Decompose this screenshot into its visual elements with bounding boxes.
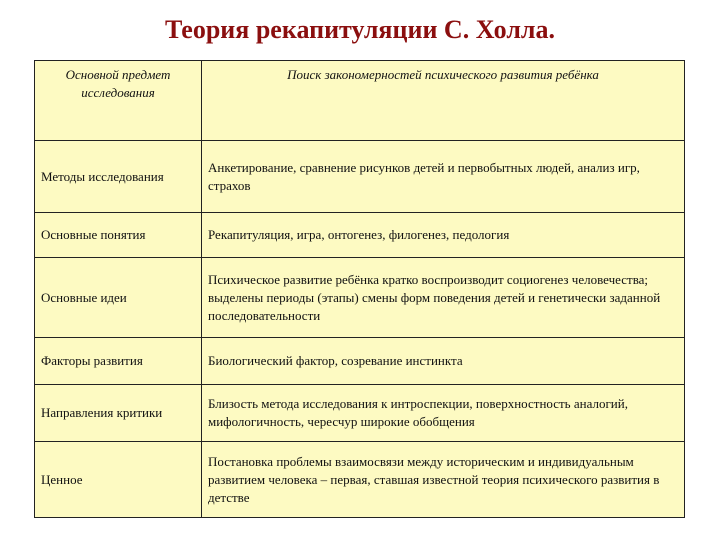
row-label-cell: Методы исследования: [35, 141, 202, 213]
table-row: [35, 338, 685, 385]
row-label-cell: Направления критики: [35, 385, 202, 442]
row-value-cell: Рекапитуляция, игра, онтогенез, филогенез, педология: [202, 213, 685, 258]
row-label-cell: Основные идеи: [35, 258, 202, 338]
table-row: [35, 213, 685, 258]
table-row: [35, 385, 685, 442]
row-value-cell: Постановка проблемы взаимосвязи между историческим и индивидуальным развитием человека – первая, ставшая известной теория психического развития в детстве: [202, 442, 685, 518]
hall-theory-table: [34, 60, 685, 518]
row-value-cell: Анкетирование, сравнение рисунков детей и первобытных людей, анализ игр, страхов: [202, 141, 685, 213]
table-header-row: [35, 61, 685, 141]
row-label-cell: Факторы развития: [35, 338, 202, 385]
header-value-cell: Поиск закономерностей психического развития ребёнка: [202, 61, 685, 141]
row-value-cell: Психическое развитие ребёнка кратко воспроизводит социогенез человечества; выделены периоды (этапы) смены форм поведения детей и генетически заданной последовательности: [202, 258, 685, 338]
row-value-cell: Близость метода исследования к интроспекции, поверхностность аналогий, мифологичность, чересчур широкие обобщения: [202, 385, 685, 442]
header-label-cell: Основной предмет исследования: [35, 61, 202, 141]
row-label-cell: Ценное: [35, 442, 202, 518]
table-row: [35, 442, 685, 518]
table-row: [35, 258, 685, 338]
slide-title: Теория рекапитуляции С. Холла.: [164, 15, 556, 44]
table-row: [35, 141, 685, 213]
row-label-cell: Основные понятия: [35, 213, 202, 258]
row-value-cell: Биологический фактор, созревание инстинкта: [202, 338, 685, 385]
